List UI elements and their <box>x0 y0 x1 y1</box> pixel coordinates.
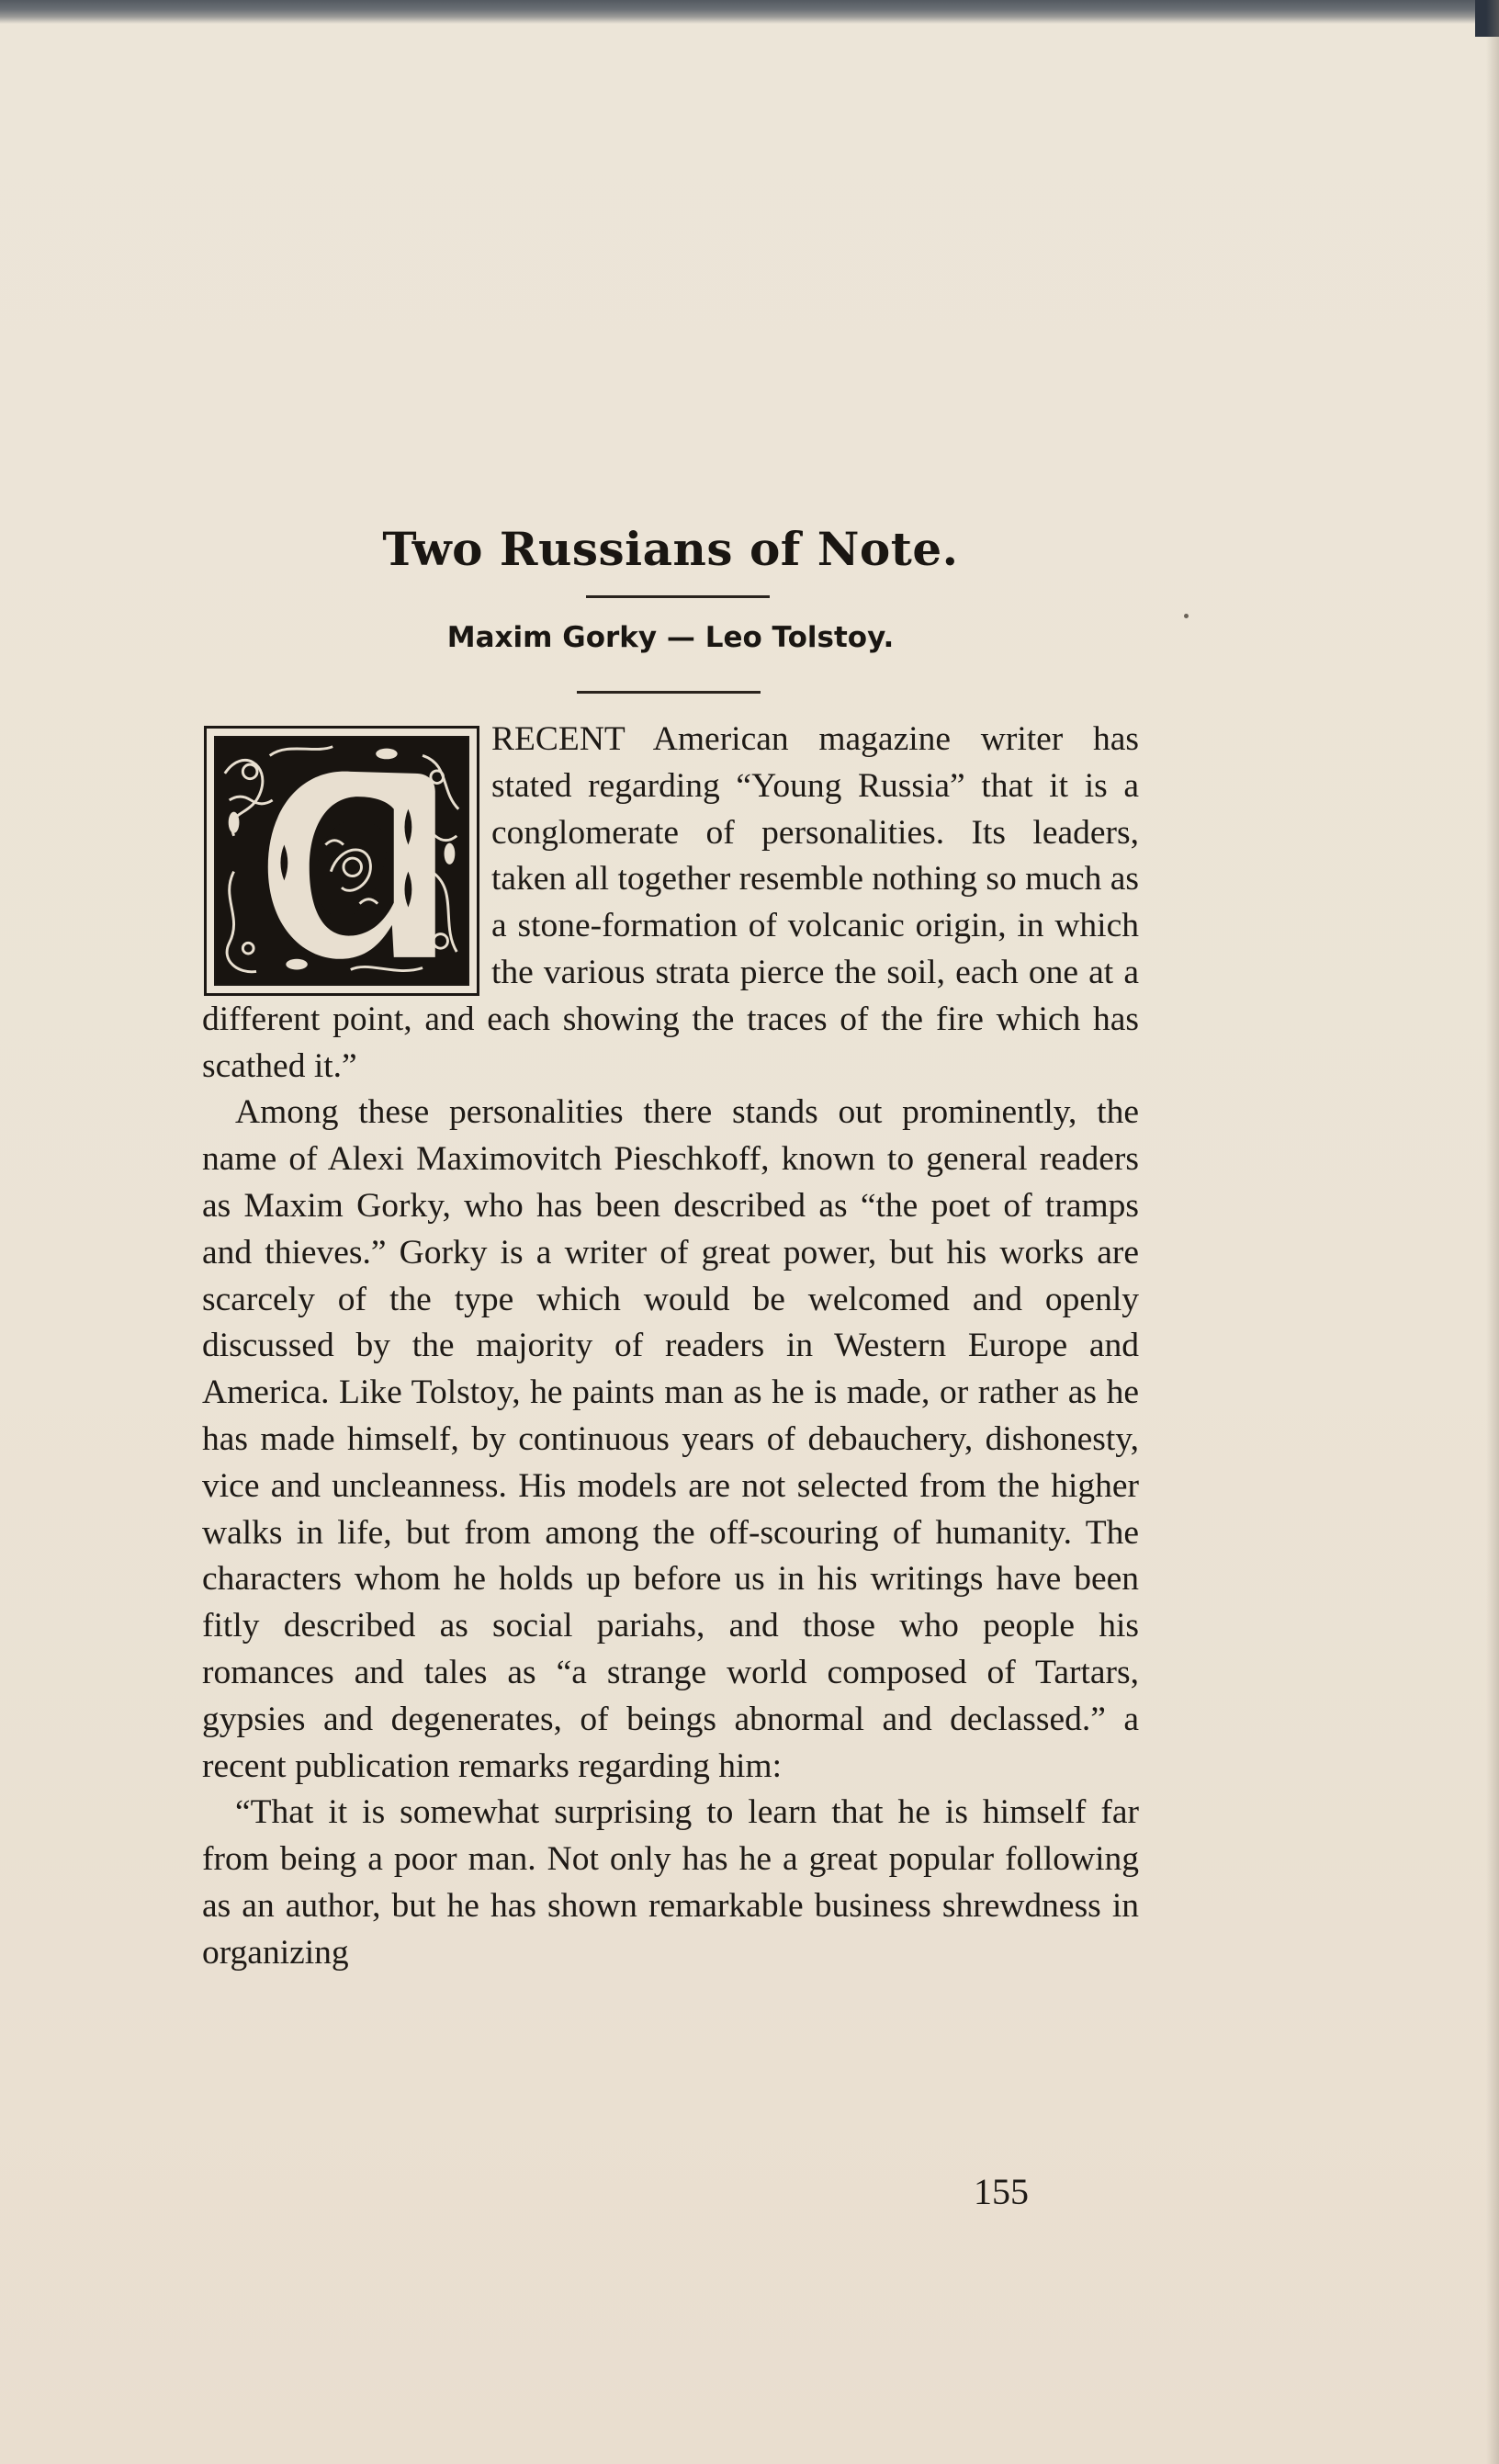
title-rule <box>586 595 770 598</box>
paragraph-1: RECENT American magazine writer has stated regarding “Young Russia” that it is a conglomerate of personalities. Its leaders, taken all together resemble nothing so much as a stone-formation of volcanic origin, in which the various strata pierce the soil, each one at a different point, and each showing the traces of the fire which has scathed it.” <box>202 720 1140 1085</box>
paper-speck <box>1184 614 1189 618</box>
article-body <box>202 717 1139 1977</box>
paragraph-2: Among these personalities there stands out prominently, the name of Alexi Maximovitch Pieschkoff, known to general readers as Maxim Gorky, who has been described as “the poet of tramps and thieves.” Gorky is a writer of great power, but his works are scarcely of the type which would be welcomed and openly discussed by the majority of readers in Western Europe and America. Like Tolstoy, he paints man as he is made, or rather as he has made himself, by continuous years of debauchery, dishonesty, vice and uncleanness. His models are not selected from the higher walks in life, but from among the off-scouring of humanity. The characters whom he holds up before us in his writings have been fitly described as social pariahs, and those who people his romances and tales as “a strange world composed of Tartars, gypsies and degenerates, of beings abnormal and declassed.” a recent publication remarks regarding him: <box>202 1093 1139 1785</box>
page-edge-shadow <box>1486 0 1499 2464</box>
paragraph-3: “That it is somewhat surprising to learn that he is himself far from being a poor man. Not only has he a great popular following as an author, but he has shown remarkable business shrewdness in organizing <box>202 1793 1139 1972</box>
page-number: 155 <box>974 2171 1029 2212</box>
top-edge-rule <box>0 0 1499 24</box>
article-title: Two Russians of Note. <box>382 522 959 576</box>
article-subtitle: Maxim Gorky — Leo Tolstoy. <box>446 621 895 654</box>
drop-cap-spacer <box>202 717 491 996</box>
subtitle-rule <box>577 691 761 694</box>
